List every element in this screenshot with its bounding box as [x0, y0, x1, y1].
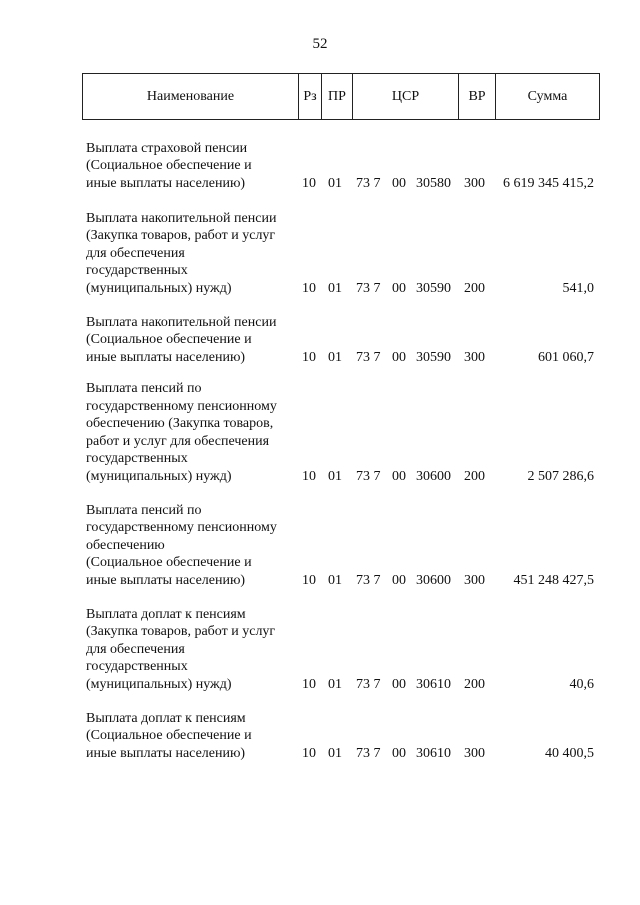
row-csr-part1: 73 7 [356, 175, 381, 191]
row-sum: 2 507 286,6 [527, 468, 594, 484]
row-csr-part1: 73 7 [356, 468, 381, 484]
row-name: Выплата страховой пенсии (Социальное обеспечение и иные выплаты населению) [86, 140, 252, 191]
row-csr-part2: 00 [392, 676, 406, 692]
row-csr-part1: 73 7 [356, 745, 381, 761]
row-csr-part1: 73 7 [356, 572, 381, 588]
row-rz: 10 [302, 745, 316, 761]
row-csr-part2: 00 [392, 175, 406, 191]
row-csr-part3: 30590 [416, 349, 451, 365]
row-vr: 200 [464, 280, 485, 296]
row-csr-part1: 73 7 [356, 349, 381, 365]
row-vr: 300 [464, 745, 485, 761]
row-csr-part3: 30600 [416, 572, 451, 588]
row-rz: 10 [302, 349, 316, 365]
row-pr: 01 [328, 745, 342, 761]
row-sum: 6 619 345 415,2 [503, 175, 594, 191]
row-vr: 200 [464, 468, 485, 484]
row-pr: 01 [328, 572, 342, 588]
row-vr: 300 [464, 175, 485, 191]
row-name: Выплата пенсий по государственному пенсионному обеспечению (Социальное обеспечение и иные выплаты населению) [86, 502, 277, 588]
row-name: Выплата накопительной пенсии (Социальное обеспечение и иные выплаты населению) [86, 314, 277, 365]
page-number: 52 [312, 36, 328, 52]
row-sum: 40 400,5 [545, 745, 594, 761]
row-sum: 601 060,7 [538, 349, 594, 365]
row-csr-part3: 30610 [416, 676, 451, 692]
row-csr-part2: 00 [392, 468, 406, 484]
row-csr-part2: 00 [392, 349, 406, 365]
row-pr: 01 [328, 676, 342, 692]
row-vr: 300 [464, 572, 485, 588]
row-csr-part1: 73 7 [356, 676, 381, 692]
row-name: Выплата пенсий по государственному пенсионному обеспечению (Закупка товаров, работ и услуг для обеспечения государственных (муниципальных) нужд) [86, 381, 277, 484]
row-csr-part3: 30610 [416, 745, 451, 761]
row-pr: 01 [328, 280, 342, 296]
row-rz: 10 [302, 676, 316, 692]
row-rz: 10 [302, 572, 316, 588]
row-pr: 01 [328, 175, 342, 191]
row-name: Выплата доплат к пенсиям (Социальное обеспечение и иные выплаты населению) [86, 710, 252, 761]
header-vr: ВР [459, 74, 496, 119]
row-csr-part3: 30600 [416, 468, 451, 484]
row-vr: 300 [464, 349, 485, 365]
row-sum: 541,0 [562, 280, 594, 296]
row-name: Выплата накопительной пенсии (Закупка товаров, работ и услуг для обеспечения государственных (муниципальных) нужд) [86, 210, 277, 296]
row-csr-part2: 00 [392, 280, 406, 296]
row-pr: 01 [328, 468, 342, 484]
row-name: Выплата доплат к пенсиям (Закупка товаров, работ и услуг для обеспечения государственных (муниципальных) нужд) [86, 606, 276, 692]
row-csr-part2: 00 [392, 745, 406, 761]
header-sum: Сумма [527, 89, 568, 104]
row-rz: 10 [302, 175, 316, 191]
row-csr-part3: 30580 [416, 175, 451, 191]
row-rz: 10 [302, 468, 316, 484]
row-csr-part3: 30590 [416, 280, 451, 296]
row-vr: 200 [464, 676, 485, 692]
row-rz: 10 [302, 280, 316, 296]
row-csr-part2: 00 [392, 572, 406, 588]
header-pr: ПР [322, 74, 353, 119]
row-sum: 40,6 [569, 676, 594, 692]
row-pr: 01 [328, 349, 342, 365]
header-rz: Рз [299, 74, 322, 119]
row-sum: 451 248 427,5 [513, 572, 594, 588]
header-name: Наименование [83, 74, 299, 119]
row-csr-part1: 73 7 [356, 280, 381, 296]
header-csr: ЦСР [353, 74, 459, 119]
